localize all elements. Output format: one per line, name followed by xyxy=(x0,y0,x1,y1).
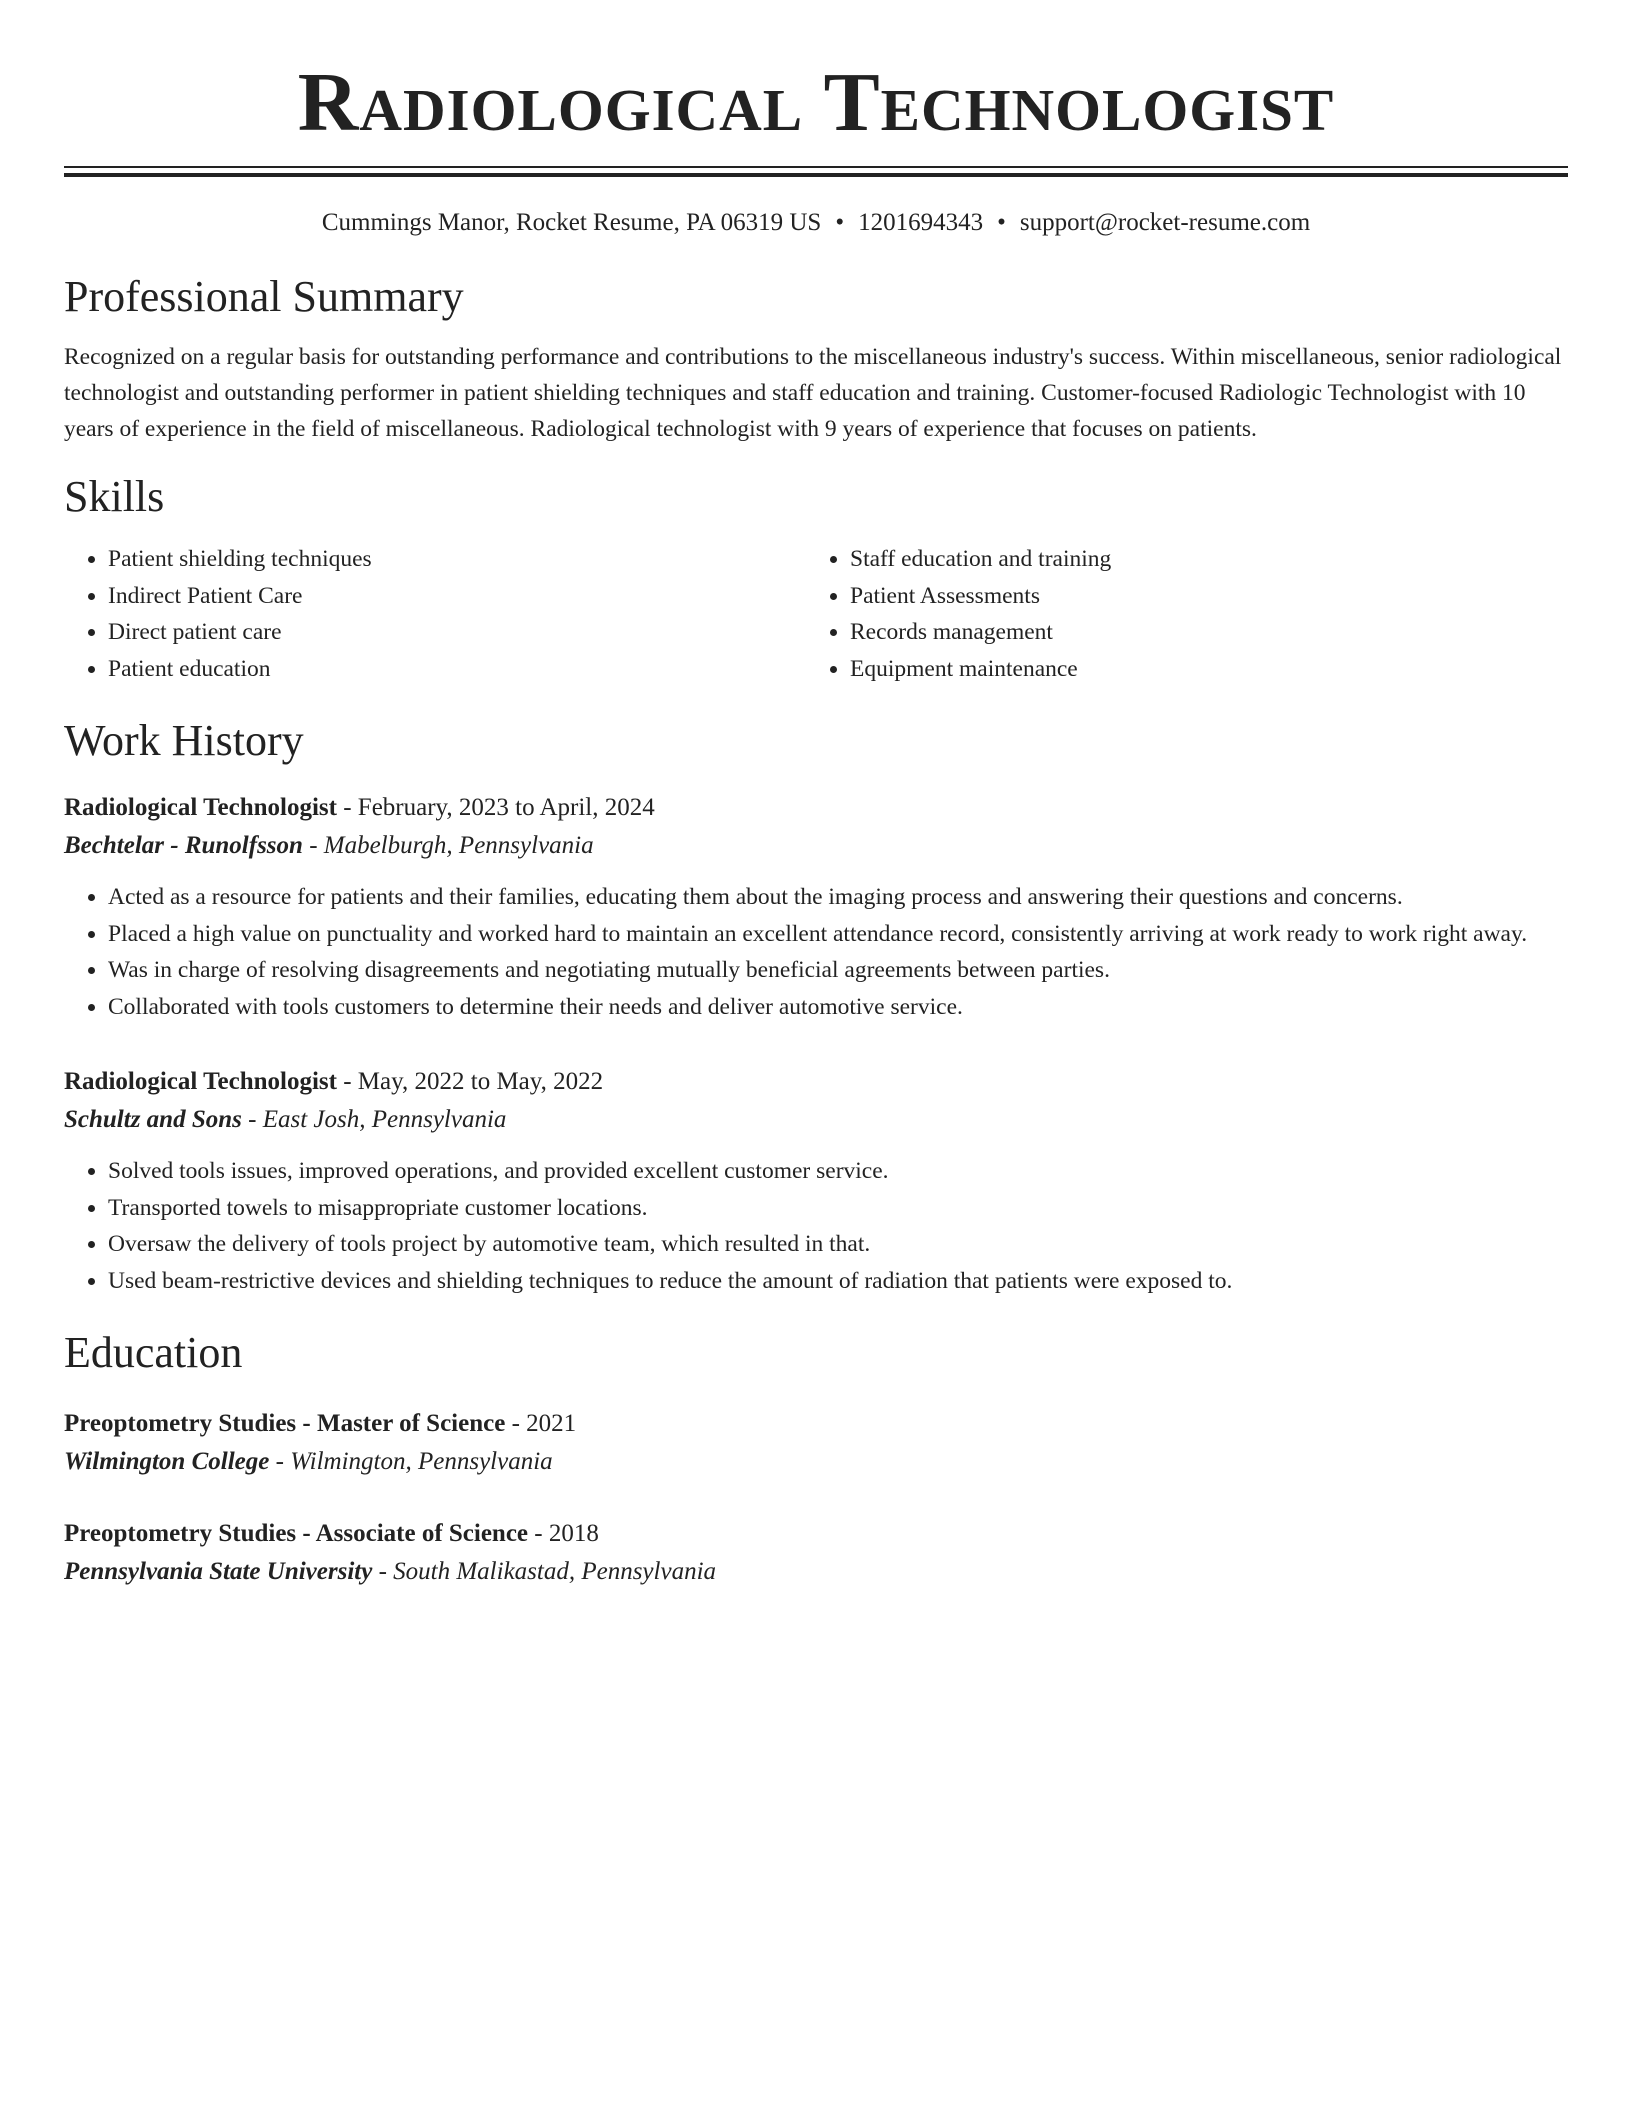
school-line xyxy=(64,1443,1568,1481)
job-title: Radiological Technologist xyxy=(64,794,337,821)
job-location: Mabelburgh, Pennsylvania xyxy=(323,832,594,859)
job-bullet: • Solved tools issues, improved operations, and provided excellent customer service. xyxy=(108,1153,1568,1190)
skill-item: • Direct patient care xyxy=(108,614,806,651)
job-dates: May, 2022 to May, 2022 xyxy=(357,1068,604,1095)
skill-item: • Indirect Patient Care xyxy=(108,578,806,615)
degree: Preoptometry Studies - Associate of Science xyxy=(64,1520,529,1547)
job-company: Bechtelar - Runolfsson xyxy=(64,832,303,859)
job-bullet: • Collaborated with tools customers to determine their needs and deliver automotive service. xyxy=(108,989,1568,1026)
job-bullet: • Used beam-restrictive devices and shielding techniques to reduce the amount of radiation that patients were exposed to. xyxy=(108,1263,1568,1300)
skill-item: • Records management xyxy=(850,614,1548,651)
job-dash: - xyxy=(336,1068,358,1095)
degree: Preoptometry Studies - Master of Science xyxy=(64,1410,506,1437)
job-dash: - xyxy=(336,794,358,821)
school-dash: - xyxy=(372,1558,394,1585)
job-entry xyxy=(64,1063,1568,1299)
degree-dash: - xyxy=(505,1410,527,1437)
job-location: East Josh, Pennsylvania xyxy=(262,1106,507,1133)
job-company: Schultz and Sons xyxy=(64,1106,242,1133)
education-entry xyxy=(64,1515,1568,1591)
school-line xyxy=(64,1553,1568,1591)
education-heading: Education xyxy=(64,1328,243,1377)
summary-text: Recognized on a regular basis for outstanding performance and contributions to the miscellaneous industry's success. Within miscellaneous, senior radiological technologist and outstanding performer in patient shielding techniques and staff education and training. Customer-focused Radiologic Technologist with 10 years of experience in the field of miscellaneous. Radiological technologist with 9 years of experience that focuses on patients. xyxy=(64,344,1562,442)
job-bullet: • Transported towels to misappropriate customer locations. xyxy=(108,1190,1568,1227)
school-location: Wilmington, Pennsylvania xyxy=(290,1448,553,1475)
skills-column-right xyxy=(806,541,1548,687)
job-dates: February, 2023 to April, 2024 xyxy=(357,794,655,821)
degree-year: 2021 xyxy=(526,1410,577,1437)
education-section xyxy=(64,1327,1568,1591)
job-dash: - xyxy=(302,832,324,859)
skill-item: • Patient Assessments xyxy=(850,578,1548,615)
contact-separator: • xyxy=(997,209,1006,236)
skill-item: • Staff education and training xyxy=(850,541,1548,578)
degree-year: 2018 xyxy=(548,1520,599,1547)
job-dash: - xyxy=(241,1106,263,1133)
skill-item: • Patient education xyxy=(108,651,806,688)
job-title: Radiological Technologist xyxy=(64,1068,337,1095)
job-company-line xyxy=(64,827,1568,865)
job-bullets xyxy=(64,1153,1568,1299)
job-company-line xyxy=(64,1101,1568,1139)
job-bullets xyxy=(64,879,1568,1025)
skill-item: • Patient shielding techniques xyxy=(108,541,806,578)
summary-heading: Professional Summary xyxy=(64,272,464,321)
job-entry xyxy=(64,789,1568,1025)
work-history-section xyxy=(64,715,1568,1299)
school-dash: - xyxy=(269,1448,291,1475)
skill-item: • Equipment maintenance xyxy=(850,651,1548,688)
skills-heading: Skills xyxy=(64,472,165,521)
education-entry xyxy=(64,1405,1568,1481)
job-title-line xyxy=(64,789,1568,827)
job-bullet: • Placed a high value on punctuality and worked hard to maintain an excellent attendance record, consistently arriving at work ready to work right away. xyxy=(108,916,1568,953)
school: Wilmington College xyxy=(64,1448,270,1475)
school-location: South Malikastad, Pennsylvania xyxy=(393,1558,717,1585)
degree-line xyxy=(64,1515,1568,1553)
job-title-line xyxy=(64,1063,1568,1101)
degree-line xyxy=(64,1405,1568,1443)
job-bullet: • Acted as a resource for patients and their families, educating them about the imaging process and answering their questions and concerns. xyxy=(108,879,1568,916)
skills-column-left xyxy=(64,541,806,687)
work-history-heading: Work History xyxy=(64,716,304,765)
job-bullet: • Was in charge of resolving disagreements and negotiating mutually beneficial agreements between parties. xyxy=(108,952,1568,989)
contact-phone: 1201694343 xyxy=(858,209,984,236)
degree-dash: - xyxy=(528,1520,549,1547)
page-title: Radiological Technologist xyxy=(297,56,1335,149)
summary-section xyxy=(64,271,1568,447)
title-divider xyxy=(64,166,1568,177)
contact-address: Cummings Manor, Rocket Resume, PA 06319 US xyxy=(321,209,822,236)
contact-separator: • xyxy=(835,209,845,236)
school: Pennsylvania State University xyxy=(64,1558,373,1585)
contact-email: support@rocket-resume.com xyxy=(1019,209,1311,236)
skills-section xyxy=(64,471,1568,687)
skills-grid xyxy=(64,541,1568,687)
job-bullet: • Oversaw the delivery of tools project by automotive team, which resulted in that. xyxy=(108,1226,1568,1263)
contact-line xyxy=(64,207,1568,239)
